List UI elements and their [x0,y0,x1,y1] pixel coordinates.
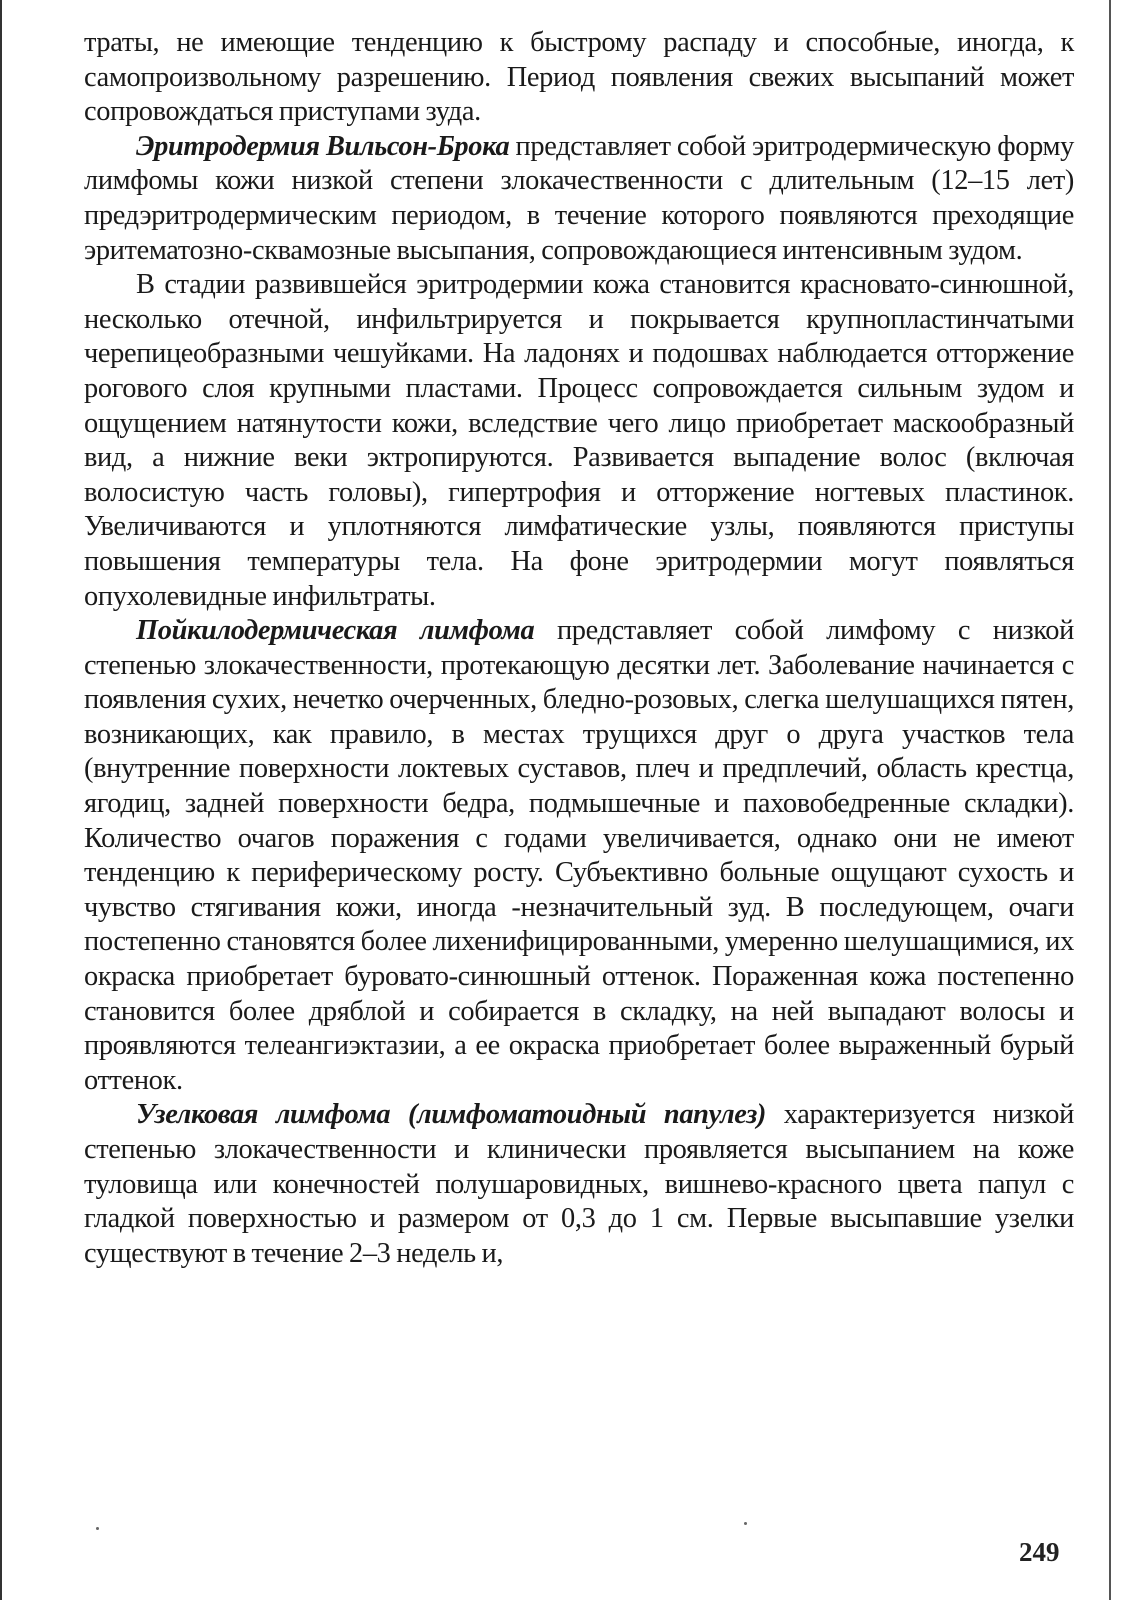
paragraph-text: характеризуется низкой степенью злокачественности и клинически проявляется высыпанием на коже туловища или конечностей полушаровидных, вишнево-красного цвета папул с гладкой поверхностью и размером от 0,3 до 1 см. Первые высыпавшие узелки существуют в течение 2–3 недель и, [84,1099,1075,1269]
paragraph-poikilodermic-lymphoma [84,614,1074,1098]
paragraph-text: представляет собой эритродермическую форму лимфомы кожи низкой степени злокачественности с длительным (12–15 лет) предэритродермическим периодом, в течение которого появляются преходящие эритематозно-сквамозные высыпания, сопровождающиеся интенсивным зудом. [84,130,1074,266]
page-number: 249 [1019,1537,1060,1567]
scan-speck [744,1522,747,1525]
paragraph-wilson-brock [84,130,1074,268]
paragraph-erythroderma-stage [84,268,1074,614]
scan-speck [96,1527,99,1530]
right-border-line [1109,0,1111,1600]
term-heading: Узелковая лимфома (лимфоматоидный папулез) [136,1099,767,1131]
paragraph-text: В стадии развившейся эритродермии кожа становится красновато-синюшной, несколько отечной, инфильтрируется и покрывается крупнопластинчатыми черепицеобразными чешуйками. На ладонях и подошвах наблюдается отторжение рогового слоя крупными пластами. Процесс сопровождается сильным зудом и ощущением натянутости кожи, вследствие чего лицо приобретает маскообразный вид, а нижние веки эктропируются. Развивается выпадение волос (включая волосистую часть головы), гипертрофия и отторжение ногтевых пластинок. Увеличиваются и уплотняются лимфатические узлы, появляются приступы повышения температуры тела. На фоне эритродермии могут появляться опухолевидные инфильтраты. [84,269,1074,612]
paragraph-text: представляет собой лимфому с низкой степенью злокачественности, протекающую десятки лет. Заболевание начинается с появления сухих, нечетко очерченных, бледно-розовых, слегка шелушащихся пятен, возникающих, как правило, в местах трущихся друг о друга участков тела (внутренние поверхности локтевых суставов, плеч и предплечий, область крестца, ягодиц, задней поверхности бедра, подмышечные и паховобедренные складки). Количество очагов поражения с годами увеличивается, однако они не имеют тенденцию к периферическому росту. Субъективно больные ощущают сухость и чувство стягивания кожи, иногда -незначительный зуд. В последующем, очаги постепенно становятся более лихенифицированными, умеренно шелушащимися, их окраска приобретает буровато-синюшный оттенок. Пораженная кожа постепенно становится более дряблой и собирается в складку, на ней выпадают волосы и проявляются телеангиэктазии, а ее окраска приобретает более выраженный бурый оттенок. [84,615,1074,1096]
paragraph-continuation [84,26,1074,130]
left-border-line [0,0,2,1600]
term-heading: Эритродермия Вильсон-Брока [136,130,510,162]
paragraph-nodular-lymphoma [84,1098,1074,1271]
page-body [84,26,1074,1271]
paragraph-text: траты, не имеющие тенденцию к быстрому распаду и способные, иногда, к самопроизвольному разрешению. Период появления свежих высыпаний может сопровождаться приступами зуда. [84,27,1074,128]
term-heading: Пойкилодермическая лимфома [136,615,535,647]
